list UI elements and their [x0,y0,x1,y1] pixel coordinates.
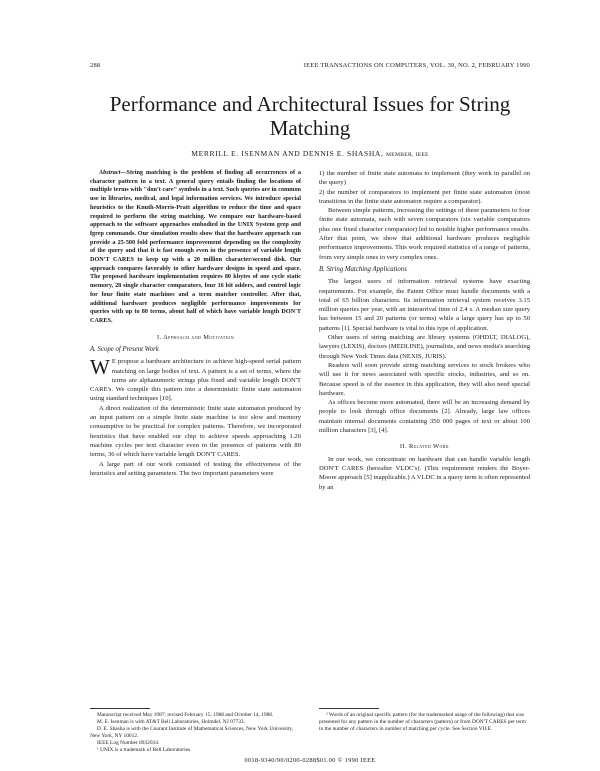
footnotes-right [319,712,530,733]
title-block [90,92,530,158]
right-column [319,169,530,492]
author-names: MERRILL E. ISENMAN AND DENNIS E. SHASHA, [191,149,384,158]
abstract [90,169,301,326]
footnote: D. E. Shasha is with the Courant Institute of Mathematical Sciences, New York University, New York, NY 10012. [90,726,294,740]
left-column [90,169,301,478]
intro-paragraph-1 [90,357,301,403]
running-head [90,62,530,69]
abstract-text: —String matching is the problem of finding all occurrences of a character pattern in a text. A general query entails finding the locations of multiple terms with "don't care" symbols in a text. Such queries are in common use in libraries, medical, and legal information services. We introduce special heuristics to the Knuth-Morris-Pratt algorithm to reduce the time and space required to perform the string matching. We compare our hardware-based approach to the software approaches embodied in the UNIX System grep and fgrep commands. Our simulation results show that the hardware approach can provide a 25-500 fold performance improvement depending on the complexity of the query and that it is fast enough even in the presence of variable length DON'T CARES to keep up with a 20 million character/second disk. Our approach compares favorably to other hardware designs in speed and space. The proposed hardware implementation requires 80 kbytes of one cycle static memory, 28 single character comparators, four 16 bit adders, and control logic for four finite state machines and a term matcher controller. After that, additional hardware produces negligible performance improvements for queries with up to 80 terms, about half of which have variable length DON'T CARES. [90,169,301,324]
author-membership: MEMBER, IEEE [386,152,429,158]
footnote: Manuscript received May 1987; revised February 15, 1988 and October 14, 1988. [97,712,274,718]
footnote: IEEE Log Number 8932034. [97,740,160,747]
right-paragraph-1: Between simple patterns, increasing the settings of these parameters to four finite state automata, each with seven comparators (six variable comparators plus one fixed character comparator) led to notable higher performance results. After that point, we show that additional hardware produces negligible performance improvements. This work required statistics of a range of patterns, from very simple ones to very complex ones. [319,207,530,261]
copyright-line: 0018-9340/90/0200-0288$01.00 © 1990 IEEE [244,757,376,764]
paper-title: Performance and Architectural Issues for String Matching [109,92,511,140]
abstract-label: Abstract [99,169,121,176]
right-paragraph-6: In our work, we concentrate on hardware that can handle variable length DON'T CARES (hereafter VLDC's). (This requirement renders the Boyer-Moore approach [5] inapplicable.) A VLDC in a query term is often represented by an [319,455,530,491]
section-heading-1: I. Approach and Motivation [156,333,234,341]
footnotes-left [90,712,301,755]
subsection-heading-b: B. String Matching Applications [319,265,407,273]
intro-paragraph-1-text: E propose a hardware architecture to achieve high-speed serial pattern matching on large bodies of text. A pattern is a set of terms, where the terms are alphanumeric strings plus fixed and variable length DON'T CARE's. We compile this pattern into a deterministic finite state automaton using standard techniques [10]. [90,358,301,403]
right-paragraph-5: As offices become more automated, there will be an increasing demand by people to look through office documents [2]. Already, large law offices maintain internal documents containing 350 000 pages of text or about 100 million characters [3], [4]. [319,399,530,435]
parameter-item-1: 1) the number of finite state automata to implement (they work in parallel on the query) [319,170,530,187]
footnote: ¹ UNIX is a trademark of Bell Laboratories. [97,747,192,754]
footnote-rule-left [90,708,150,709]
footnote: ² Words of an original specific pattern (for the trademarked usage of the following) that was presented for any pattern in the number of characters (pattern) or from DON'T CARES per term in the number of characters in number of matching per cycle. See Section VII.E. [319,712,526,733]
journal-header: IEEE TRANSACTIONS ON COMPUTERS, VOL. 39, NO. 2, FEBRUARY 1990 [303,62,530,69]
page-number: 288 [90,62,101,69]
footnote: M. E. Isenman is with AT&T Bell Laboratories, Holmdel, NJ 07733. [97,719,245,726]
footnote-rule-right [319,708,379,709]
right-paragraph-2: The largest users of information retrieval systems have exacting requirements. For example, the Patent Office must handle documents with a total of 65 billion characters. Its information retrieval system receives 3.15 million queries per year, with an interarrival time of 2.4 s. A median size query has between 15 and 20 patterns (or terms) while a large query has up to 50 patterns [1]. Special hardware is vital to this type of application. [319,278,530,332]
right-paragraph-3: Other users of string matching are library systems (OHDLT, DIALOG), lawyers (LEXIS), doctors (MEDLINE), journalists, and news media's searching through New York Times data (NEXIS, JURIS). [319,334,530,360]
section-heading-2: II. Related Work [399,443,450,451]
parameter-item-2: 2) the number of comparators to implement per finite state automaton (most transitions in the finite state automaton require a comparator). [319,188,530,205]
author-line [90,149,530,158]
intro-paragraph-2: A direct realization of the deterministic finite state automaton produced by an input pattern on a simple finite state machine is too slow and memory consumptive to be practical for complex patterns. Therefore, we incorporated heuristics that have enabled our chip to achieve speeds approaching 1.26 machine cycles per text character even in the presence of patterns with 80 terms, 36 of which have variable length DON'T CARES. [90,404,301,459]
right-paragraph-4: Readers will soon provide string matching services to stock brokers who will use it for news associated with specific stocks, industries, and so on. Because speed is of the essence in this application, they will also need special hardware. [319,361,530,397]
intro-paragraph-3: A large part of our work consisted of testing the effectiveness of the heuristics and setting parameters. The two important parameters were [90,460,301,477]
subsection-heading-a: A. Scope of Present Work [90,345,159,353]
drop-cap: W [90,355,110,380]
